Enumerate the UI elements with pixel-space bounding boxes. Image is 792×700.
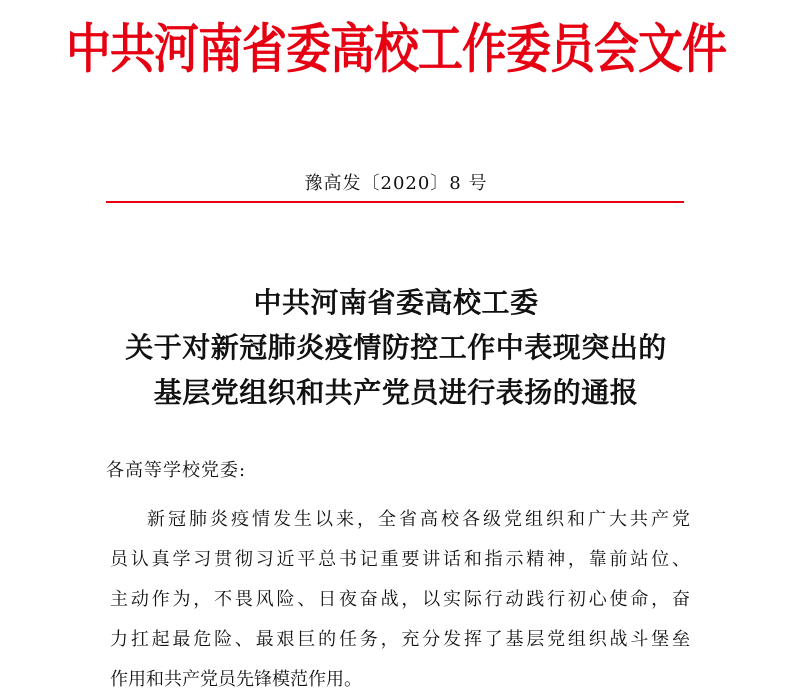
title-line: 中共河南省委高校工委	[253, 286, 539, 319]
document-title	[0, 280, 792, 415]
body-text-line: 作用和共产党员先锋模范作用。	[110, 669, 362, 690]
title-line: 基层党组织和共产党员进行表扬的通报	[153, 376, 639, 409]
red-divider-line	[106, 201, 684, 203]
body-text-line: 新冠肺炎疫情发生以来，全省高校各级党组织和广大共产党	[147, 509, 690, 530]
document-number: 豫高发〔2020〕8 号	[304, 173, 488, 194]
body-text-line: 主动作为，不畏风险、日夜奋战，以实际行动践行初心使命，奋	[110, 589, 690, 610]
salutation: 各高等学校党委:	[106, 460, 247, 481]
body-text-line: 力扛起最危险、最艰巨的任务，充分发挥了基层党组织战斗堡垒	[110, 629, 690, 650]
body-text-line: 员认真学习贯彻习近平总书记重要讲话和指示精神，靠前站位、	[110, 549, 690, 570]
title-line: 关于对新冠肺炎疫情防控工作中表现突出的	[125, 331, 667, 364]
masthead-title: 中共河南省委高校工作委员会文件	[65, 17, 726, 81]
body-paragraph	[110, 500, 690, 700]
